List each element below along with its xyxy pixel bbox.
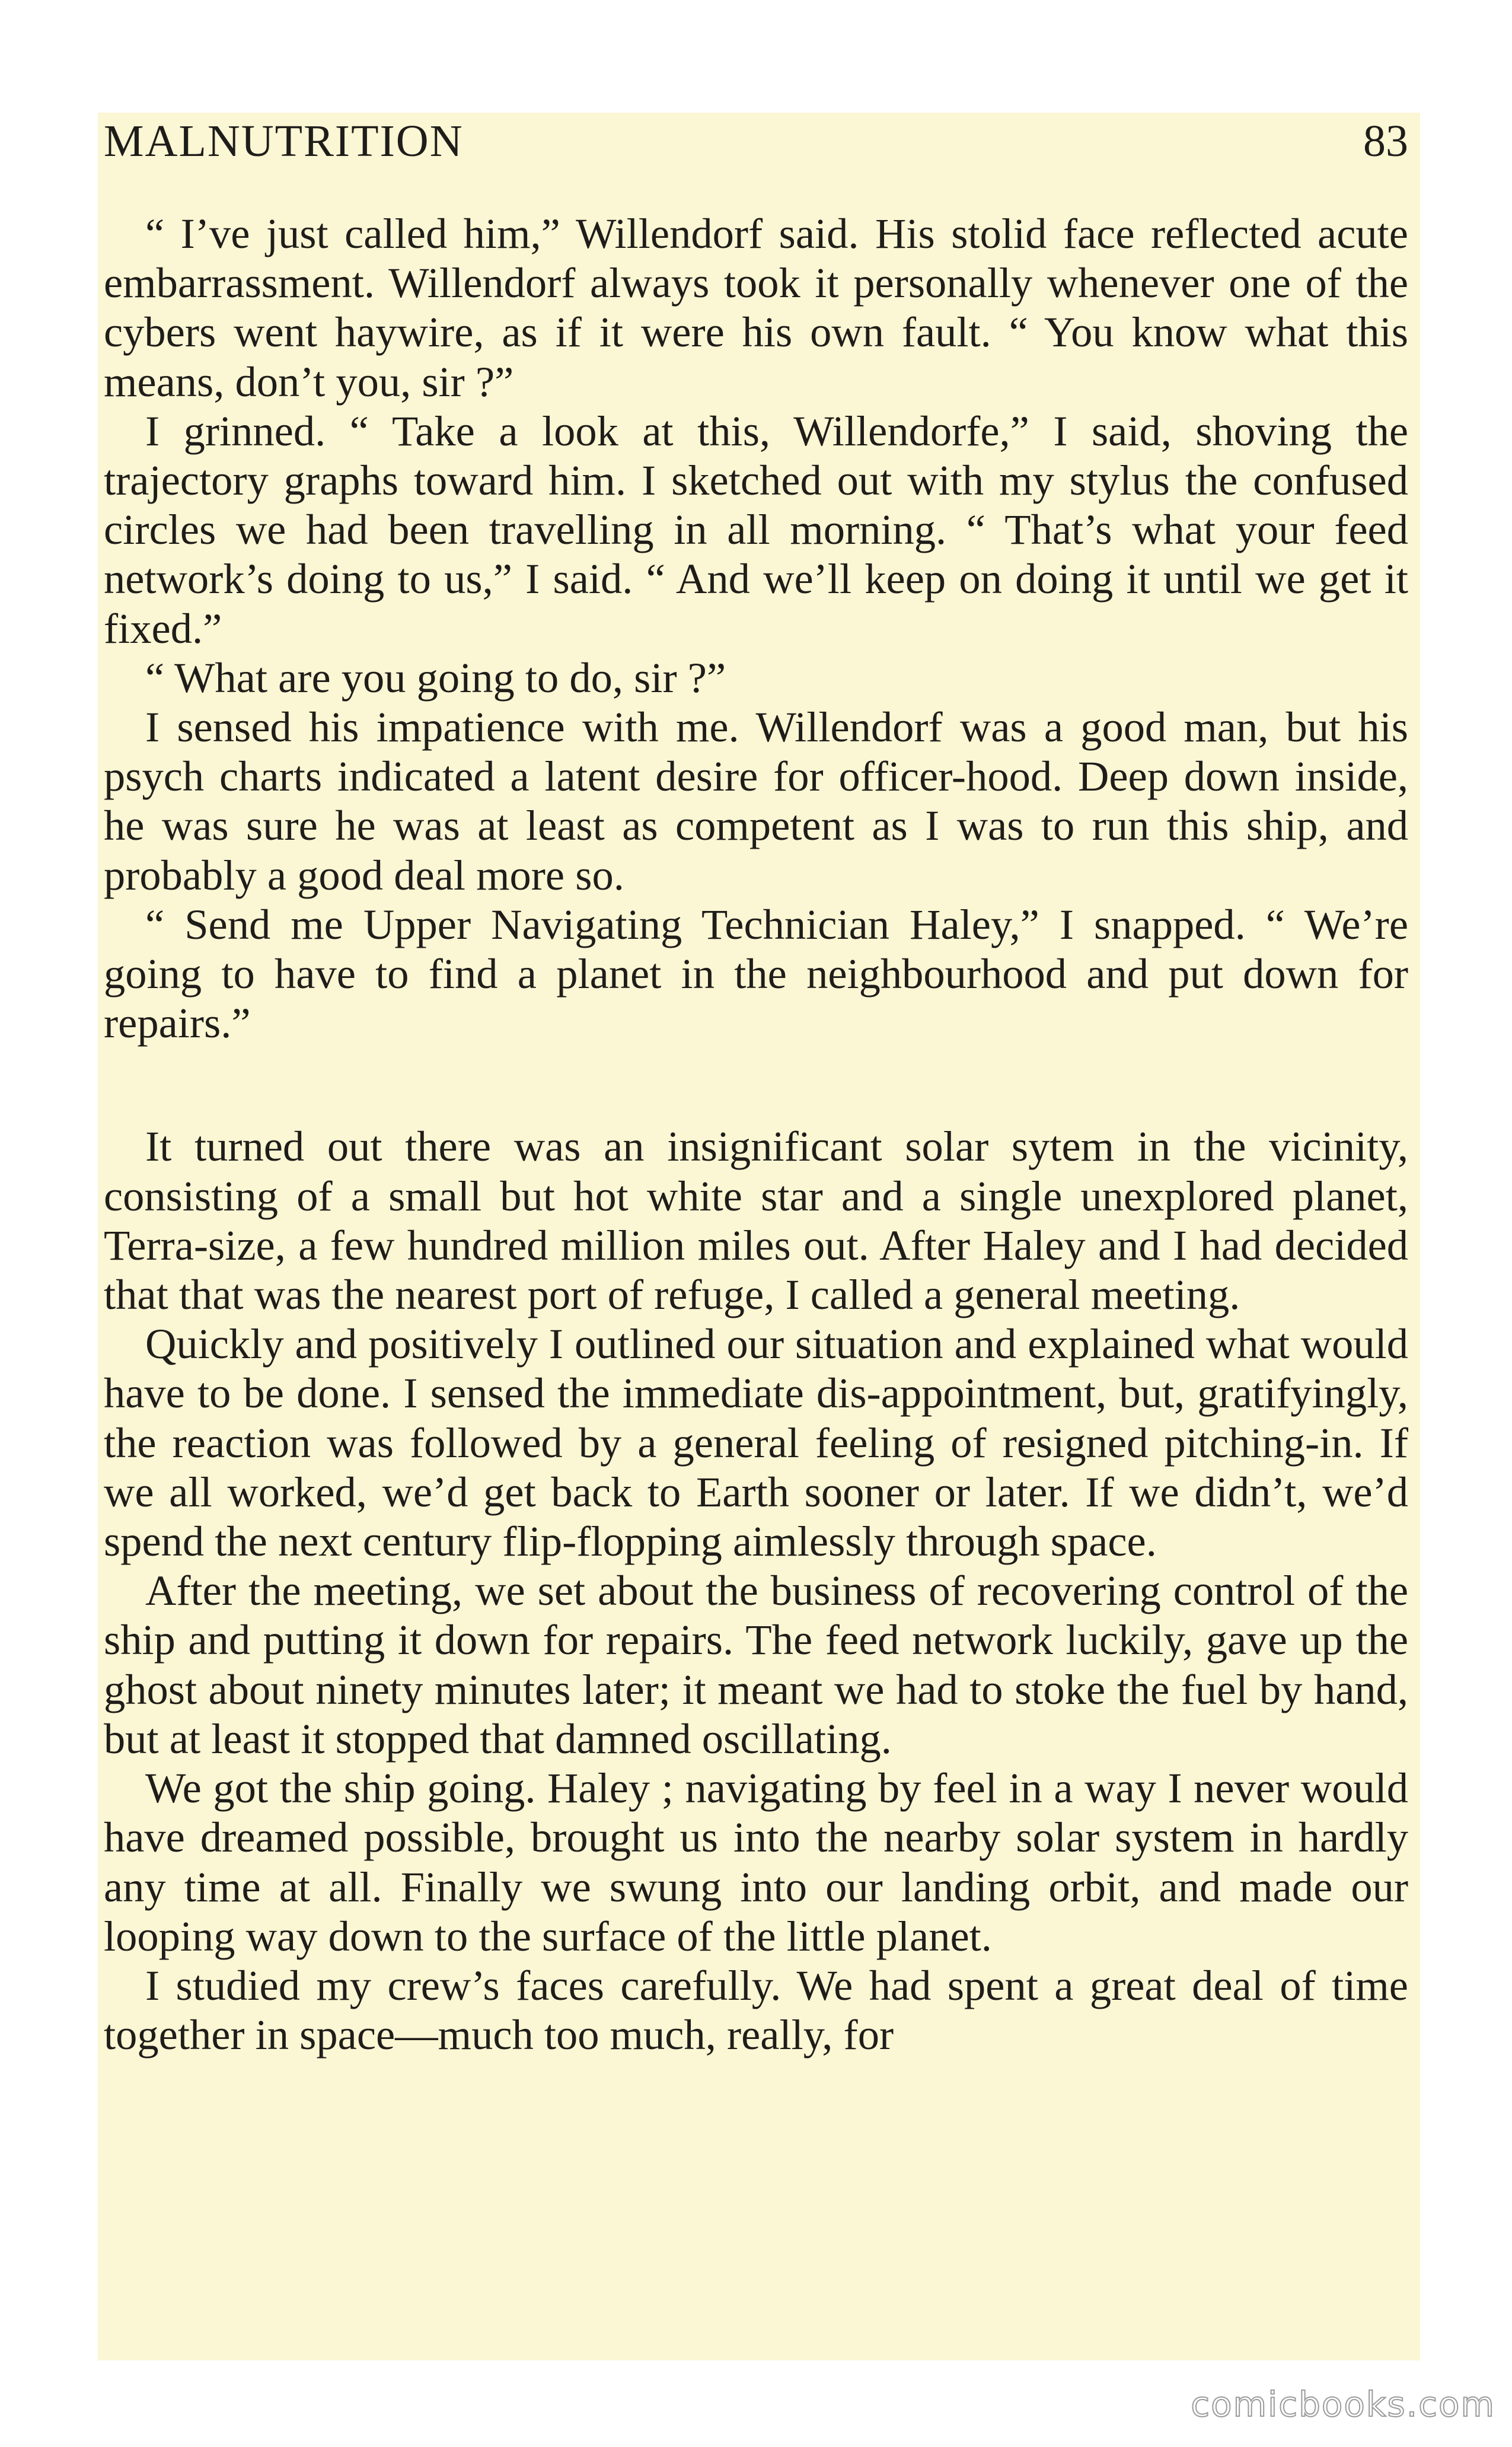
paragraph: “ Send me Upper Navigating Technician Haley,” I snapped. “ We’re going to have to find a planet in the neighbourhood and put down for repairs.” xyxy=(104,900,1408,1047)
paragraph: It turned out there was an insignificant solar sytem in the vicinity, consisting of a small but hot white star and a single unexplored planet, Terra-size, a few hundred million miles out. After Haley and I had decided that that was the nearest port of refuge, I called a general meeting. xyxy=(104,1122,1408,1319)
page-header xyxy=(104,111,1408,171)
paragraph: “ I’ve just called him,” Willendorf said. His stolid face reflected acute embarrassment. Willendorf always took it personally whenever one of the cybers went haywire, as if it were his own fault. “ You know what this means, don’t you, sir ?” xyxy=(104,209,1408,406)
paragraph: I grinned. “ Take a look at this, Willendorfe,” I said, shoving the trajectory graphs toward him. I sketched out with my stylus the confused circles we had been travelling in all morning. “ That’s what your feed network’s doing to us,” I said. “ And we’ll keep on doing it until we get it fixed.” xyxy=(104,406,1408,652)
paragraph: After the meeting, we set about the business of recovering control of the ship and putting it down for repairs. The feed network luckily, gave up the ghost about ninety minutes later; it meant we had to stoke the fuel by hand, but at least it stopped that damned oscillating. xyxy=(104,1566,1408,1763)
running-head: MALNUTRITION xyxy=(104,116,464,166)
page-number: 83 xyxy=(1363,116,1408,166)
body-text xyxy=(104,209,1408,2059)
paragraph: I studied my crew’s faces carefully. We had spent a great deal of time together in space—much too much, really, for xyxy=(104,1961,1408,2059)
paragraph: We got the ship going. Haley ; navigating by feel in a way I never would have dreamed possible, brought us into the nearby solar system in hardly any time at all. Finally we swung into our landing orbit, and made our looping way down to the surface of the little planet. xyxy=(104,1764,1408,1960)
watermark: comicbooks.com xyxy=(1191,2384,1495,2424)
paragraph: Quickly and positively I outlined our situation and explained what would have to be done. I sensed the immediate dis-appointment, but, gratifyingly, the reaction was followed by a general feeling of resigned pitching-in. If we all worked, we’d get back to Earth sooner or later. If we didn’t, we’d spend the next century flip-flopping aimlessly through space. xyxy=(104,1320,1408,1566)
paragraph: “ What are you going to do, sir ?” xyxy=(145,653,726,702)
paragraph: I sensed his impatience with me. Willendorf was a good man, but his psych charts indicated a latent desire for officer-hood. Deep down inside, he was sure he was at least as competent as I was to run this ship, and probably a good deal more so. xyxy=(104,703,1408,899)
